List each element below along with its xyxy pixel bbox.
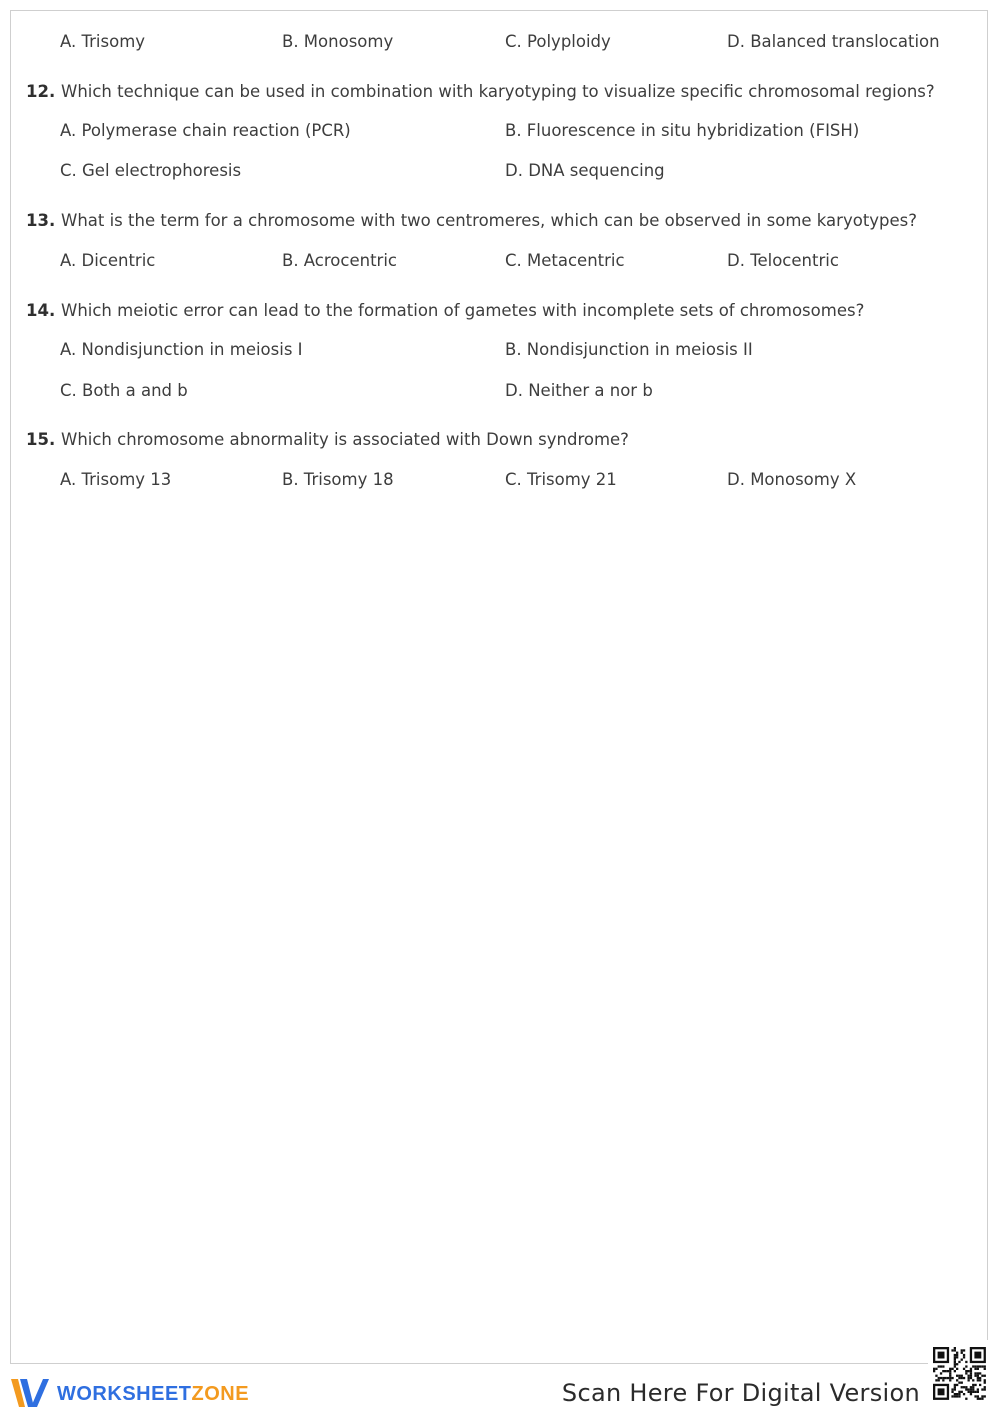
brand-logo[interactable] (10, 1376, 270, 1410)
option-b: B. Fluorescence in situ hybridization (FISH) (505, 121, 860, 140)
question-number: 12. (26, 82, 56, 101)
brand-name (57, 1382, 249, 1406)
option-a: A. Trisomy (60, 32, 146, 51)
option-d: D. Balanced translocation (727, 32, 940, 51)
option-c: C. Polyploidy (505, 32, 611, 51)
option-b: B. Acrocentric (282, 251, 397, 270)
option-a: A. Trisomy 13 (60, 470, 172, 489)
question-text: Which chromosome abnormality is associated with Down syndrome? (61, 430, 629, 449)
option-d: D. Neither a nor b (505, 381, 653, 400)
worksheetzone-logo-icon (10, 1376, 50, 1410)
qr-code-graphic (928, 1340, 992, 1410)
option-a: A. Polymerase chain reaction (PCR) (60, 121, 351, 140)
question-text: What is the term for a chromosome with two centromeres, which can be observed in some karyotypes? (61, 211, 918, 230)
option-c: C. Both a and b (60, 381, 188, 400)
option-d: D. DNA sequencing (505, 161, 665, 180)
brand-name-part2: ZONE (191, 1383, 250, 1405)
question-number: 15. (26, 430, 56, 449)
question-text: Which meiotic error can lead to the formation of gametes with incomplete sets of chromosomes? (61, 301, 865, 320)
option-a: A. Dicentric (60, 251, 156, 270)
option-c: C. Metacentric (505, 251, 625, 270)
footer (0, 1366, 1000, 1414)
option-c: C. Trisomy 21 (505, 470, 617, 489)
question-number: 13. (26, 211, 56, 230)
question-text: Which technique can be used in combination with karyotyping to visualize specific chromosomal regions? (61, 82, 935, 101)
option-d: D. Telocentric (727, 251, 839, 270)
option-a: A. Nondisjunction in meiosis I (60, 340, 303, 359)
option-b: B. Monosomy (282, 32, 394, 51)
scan-label: Scan Here For Digital Version (561, 1379, 920, 1407)
option-b: B. Nondisjunction in meiosis II (505, 340, 753, 359)
brand-name-part1: WORKSHEET (57, 1383, 192, 1405)
option-b: B. Trisomy 18 (282, 470, 394, 489)
option-d: D. Monosomy X (727, 470, 857, 489)
qr-code-icon[interactable] (928, 1340, 992, 1410)
option-c: C. Gel electrophoresis (60, 161, 242, 180)
question-number: 14. (26, 301, 56, 320)
